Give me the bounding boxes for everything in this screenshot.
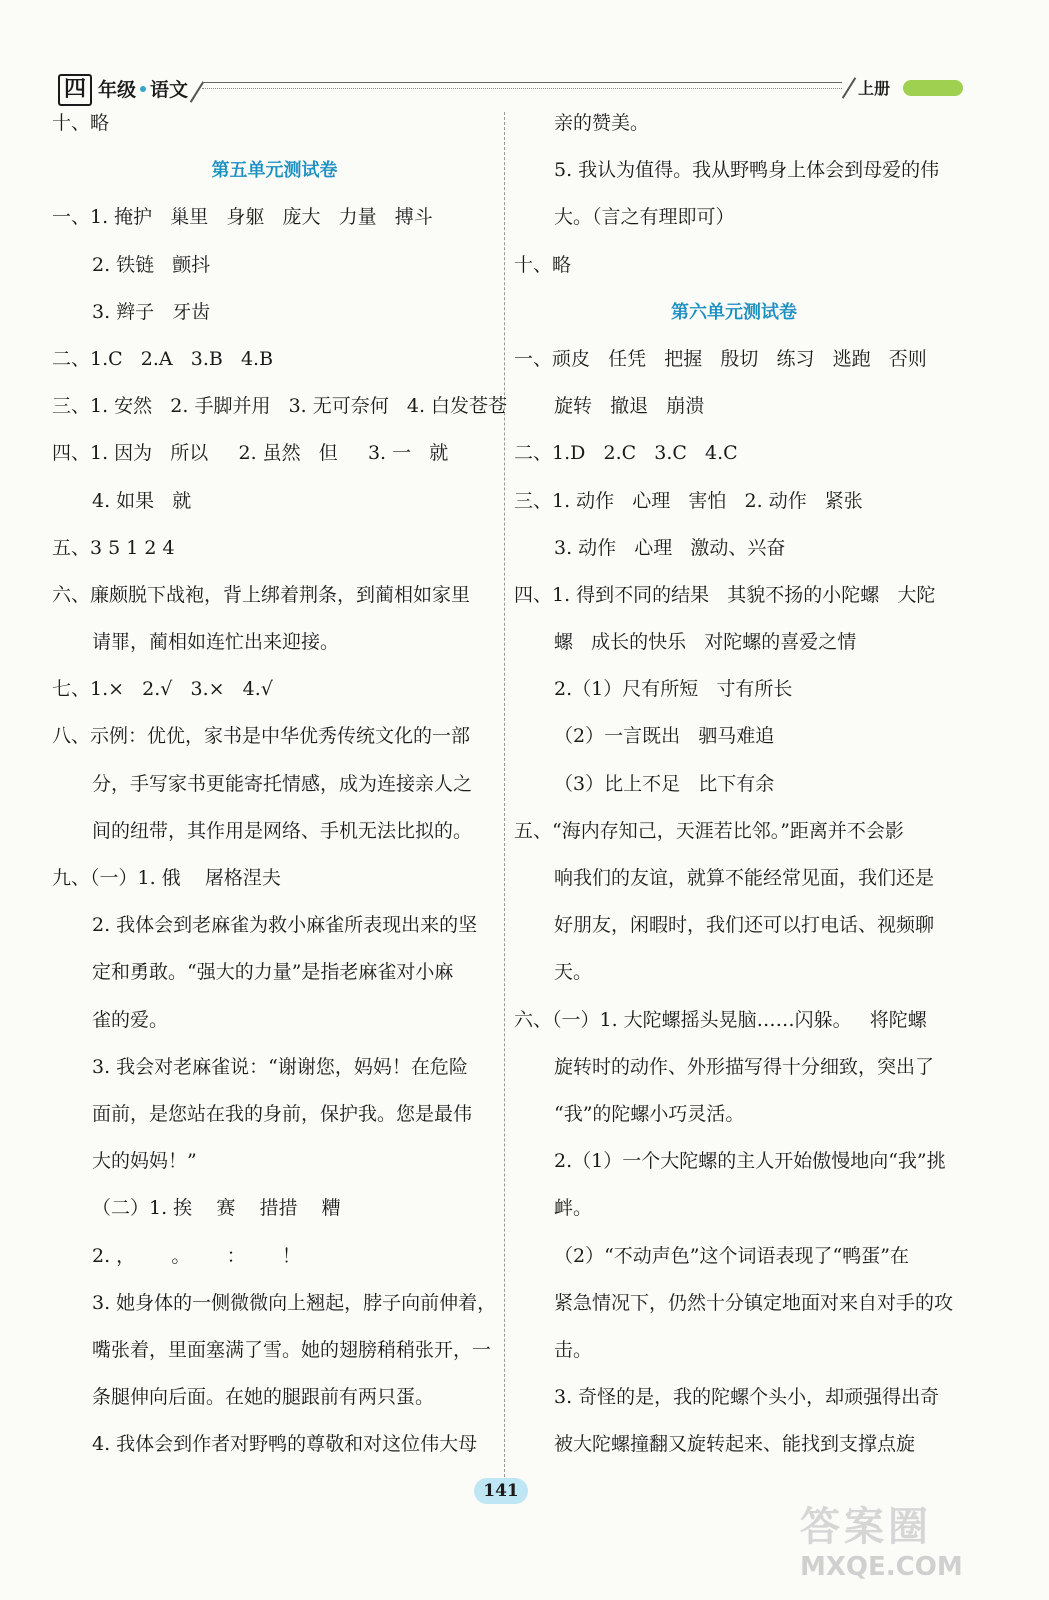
header-slash-right	[842, 77, 856, 98]
answer-line: 一、顽皮 任凭 把握 殷切 练习 逃跑 否则	[514, 347, 927, 370]
answer-line: 六、（一）1. 大陀螺摇头晃脑……闪躲。 将陀螺	[514, 1008, 927, 1031]
answer-line: 四、1. 因为 所以 2. 虽然 但 3. 一 就	[52, 442, 449, 465]
right-column	[514, 100, 954, 1468]
section-title: 第五单元测试卷	[211, 160, 338, 182]
answer-line: 三、1. 动作 心理 害怕 2. 动作 紧张	[514, 489, 863, 512]
answer-line: 2.（1）一个大陀螺的主人开始傲慢地向“我”挑	[554, 1150, 946, 1173]
header-rule-dotted	[202, 88, 842, 89]
watermark-text-bottom: MXQE.COM	[800, 1552, 963, 1582]
answer-line: 七、1.× 2.√ 3.× 4.√	[52, 678, 273, 701]
answer-line: 5. 我认为值得。我从野鸭身上体会到母爱的伟	[554, 159, 940, 182]
answer-line: （3）比上不足 比下有余	[554, 772, 775, 795]
answer-line: 八、示例：优优，家书是中华优秀传统文化的一部	[52, 725, 471, 748]
answer-line: 六、廉颇脱下战袍，背上绑着荆条，到蔺相如家里	[52, 583, 471, 606]
column-divider	[504, 112, 505, 1502]
answer-line: （2）一言既出 驷马难追	[554, 725, 775, 748]
answer-line: 3. 动作 心理 激动、兴奋	[554, 536, 786, 559]
watermark-logo	[800, 1502, 1000, 1588]
answer-line: 二、1.D 2.C 3.C 4.C	[514, 442, 738, 465]
answer-line: 3. 辫子 牙齿	[92, 300, 211, 323]
answer-line: （2）“不动声色”这个词语表现了“鸭蛋”在	[554, 1244, 909, 1267]
volume-label: 上册	[858, 79, 891, 98]
answer-line: 五、3 5 1 2 4	[52, 536, 175, 559]
answer-line: 大。（言之有理即可）	[554, 206, 735, 229]
answer-line: 请罪，蔺相如连忙出来迎接。	[92, 631, 340, 654]
answer-line: 一、1. 掩护 巢里 身躯 庞大 力量 搏斗	[52, 206, 433, 229]
answer-line: 3. 奇怪的是，我的陀螺个头小，却顽强得出奇	[554, 1386, 940, 1409]
answer-line: 十、略	[52, 112, 110, 134]
answer-line: 2. 铁链 颤抖	[92, 253, 211, 276]
watermark-text-top: 答案圈	[800, 1504, 932, 1550]
answer-line: 定和勇敢。“强大的力量”是指老麻雀对小麻	[92, 961, 454, 984]
answer-line: 亲的赞美。	[554, 112, 650, 134]
answer-line: 面前，是您站在我的身前，保护我。您是最伟	[92, 1102, 473, 1125]
answer-line: 天。	[554, 961, 593, 984]
answer-line: 3. 我会对老麻雀说：“谢谢您，妈妈！在危险	[92, 1055, 468, 1078]
answer-line: 好朋友，闲暇时，我们还可以打电话、视频聊	[554, 914, 935, 937]
answer-line: 2. 我体会到老麻雀为救小麻雀所表现出来的坚	[92, 914, 478, 937]
header-rule	[202, 82, 842, 83]
answer-line: 三、1. 安然 2. 手脚并用 3. 无可奈何 4. 白发苍苍	[52, 395, 508, 418]
answer-line: 九、（一）1. 俄 屠格涅夫	[52, 867, 281, 889]
answer-line: 分，手写家书更能寄托情感，成为连接亲人之	[92, 772, 473, 795]
answer-line: 2.（1）尺有所短 寸有所长	[554, 678, 793, 701]
answer-line: 嘴张着，里面塞满了雪。她的翅膀稍稍张开，一	[92, 1338, 492, 1361]
answer-line: 间的纽带，其作用是网络、手机无法比拟的。	[92, 819, 473, 842]
grade-word: 年级	[98, 79, 137, 101]
grade-badge: 四	[58, 74, 92, 106]
separator-dot	[140, 86, 146, 92]
answer-line: 响我们的友谊，就算不能经常见面，我们还是	[554, 867, 935, 889]
answer-line: 五、“海内存知己，天涯若比邻。”距离并不会影	[514, 819, 904, 842]
answer-line: 二、1.C 2.A 3.B 4.B	[52, 347, 274, 370]
answer-line: 紧急情况下，仍然十分镇定地面对来自对手的攻	[554, 1291, 954, 1314]
answer-line: 旋转时的动作、外形描写得十分细致，突出了	[554, 1055, 935, 1078]
answer-line: 条腿伸向后面。在她的腿跟前有两只蛋。	[92, 1386, 435, 1409]
answer-line: 大的妈妈！”	[92, 1150, 197, 1173]
answer-line: 螺 成长的快乐 对陀螺的喜爱之情	[554, 631, 857, 654]
answer-line: 雀的爱。	[92, 1008, 169, 1031]
answer-line: 衅。	[554, 1197, 593, 1220]
answer-line: 3. 她身体的一侧微微向上翘起，脖子向前伸着，	[92, 1291, 497, 1314]
answer-line: 4. 如果 就	[92, 489, 192, 512]
answer-line: “我”的陀螺小巧灵活。	[554, 1102, 745, 1125]
section-title: 第六单元测试卷	[671, 301, 797, 323]
left-column	[52, 100, 508, 1468]
subject-word: 语文	[150, 79, 189, 101]
page-number: 141	[474, 1478, 528, 1504]
answer-line: 2. ， 。 ： ！	[92, 1244, 301, 1267]
answer-line: 4. 我体会到作者对野鸭的尊敬和对这位伟大母	[92, 1433, 478, 1456]
answer-line: 旋转 撤退 崩溃	[554, 395, 705, 418]
answer-line: 击。	[554, 1338, 593, 1361]
answer-line: 被大陀螺撞翻又旋转起来、能找到支撑点旋	[554, 1433, 916, 1456]
answer-line: 四、1. 得到不同的结果 其貌不扬的小陀螺 大陀	[514, 583, 936, 606]
answer-line: 十、略	[514, 253, 572, 276]
decorative-pill	[903, 80, 963, 96]
answer-line: （二）1. 挨 赛 措措 糟	[92, 1197, 341, 1220]
